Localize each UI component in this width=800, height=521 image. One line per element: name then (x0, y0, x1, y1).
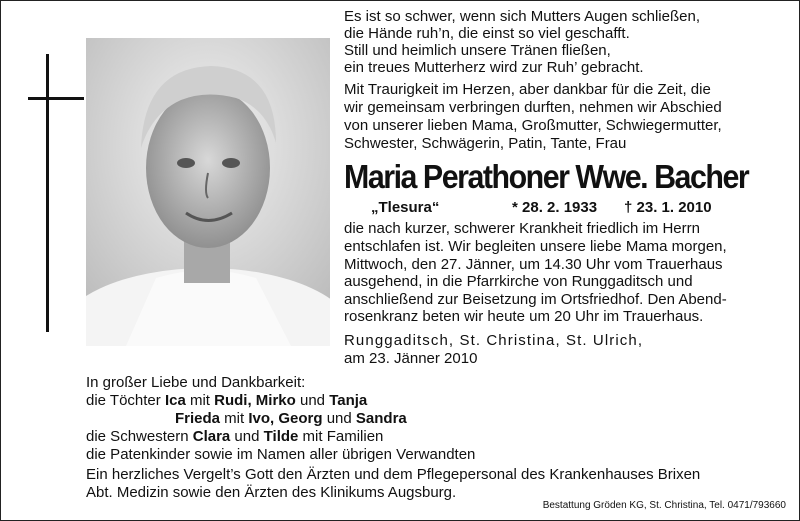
sisters-line (86, 428, 383, 446)
sisters-prefix: die Schwestern (86, 428, 193, 445)
godchildren-line: die Patenkinder sowie im Namen aller übrigen Verwandten (86, 446, 476, 463)
connector: und (230, 428, 264, 445)
nickname: „Tlesura“ (371, 199, 440, 216)
sisters-suffix: mit Familien (298, 428, 384, 445)
grandchild-name: Tanja (329, 392, 368, 409)
intro-line: wir gemeinsam verbringen durften, nehmen wir Abschied (344, 99, 722, 116)
connector: mit (185, 392, 215, 409)
notice-date: am 23. Jänner 2010 (344, 350, 478, 367)
birth-date: * 28. 2. 1933 (512, 199, 598, 216)
announcement-line: die nach kurzer, schwerer Krankheit friedlich im Herrn (344, 220, 700, 237)
announcement-line: anschließend zur Beisetzung im Ortsfriedhof. Den Abend- (344, 291, 727, 308)
cross-icon (46, 54, 49, 332)
sister-name: Clara (192, 428, 231, 445)
daughter2-line (175, 410, 407, 428)
sister-name: Tilde (263, 428, 299, 445)
poem-line: Es ist so schwer, wenn sich Mutters Augen schließen, (344, 8, 700, 25)
daughter-name: Ica (164, 392, 186, 409)
poem-line: Still und heimlich unsere Tränen fließen, (344, 42, 611, 59)
connector: und (322, 410, 356, 427)
announcement-line: Mittwoch, den 27. Jänner, um 14.30 Uhr vom Trauerhaus (344, 256, 723, 273)
grandchildren-names: Rudi, Mirko (214, 392, 296, 409)
thanks-line: Abt. Medizin sowie den Ärzten des Klinikums Augsburg. (86, 484, 457, 501)
announcement-line: ausgehend, in die Pfarrkirche von Runggaditsch und (344, 273, 693, 290)
grandchildren-names: Ivo, Georg (248, 410, 323, 427)
portrait-photo (86, 38, 330, 346)
family-heading: In großer Liebe und Dankbarkeit: (86, 374, 306, 391)
intro-line: von unserer lieben Mama, Großmutter, Schwiegermutter, (344, 117, 722, 134)
connector: mit (220, 410, 249, 427)
poem-line: die Hände ruh’n, die einst so viel geschafft. (344, 25, 630, 42)
intro-line: Schwester, Schwägerin, Patin, Tante, Frau (344, 135, 627, 152)
cross-icon-bar (28, 97, 84, 100)
place-line: Runggaditsch, St. Christina, St. Ulrich, (344, 332, 644, 349)
portrait-image (86, 38, 330, 346)
thanks-line: Ein herzliches Vergelt’s Gott den Ärzten und dem Pflegepersonal des Krankenhauses Brixen (86, 466, 701, 483)
daughters-prefix: die Töchter (86, 392, 165, 409)
daughters-line (86, 392, 367, 410)
grandchild-name: Sandra (355, 410, 407, 427)
deceased-name: Maria Perathoner Wwe. Bacher (344, 158, 749, 195)
intro-line: Mit Traurigkeit im Herzen, aber dankbar für die Zeit, die (344, 81, 711, 98)
announcement-line: entschlafen ist. Wir begleiten unsere liebe Mama morgen, (344, 238, 727, 255)
poem-line: ein treues Mutterherz wird zur Ruh’ gebracht. (344, 59, 644, 76)
announcement-line: rosenkranz beten wir heute um 20 Uhr im Trauerhaus. (344, 308, 704, 325)
daughter-name: Frieda (175, 410, 221, 427)
connector: und (295, 392, 330, 409)
funeral-home-footer: Bestattung Gröden KG, St. Christina, Tel. 0471/793660 (542, 500, 786, 511)
death-date: † 23. 1. 2010 (624, 199, 712, 216)
